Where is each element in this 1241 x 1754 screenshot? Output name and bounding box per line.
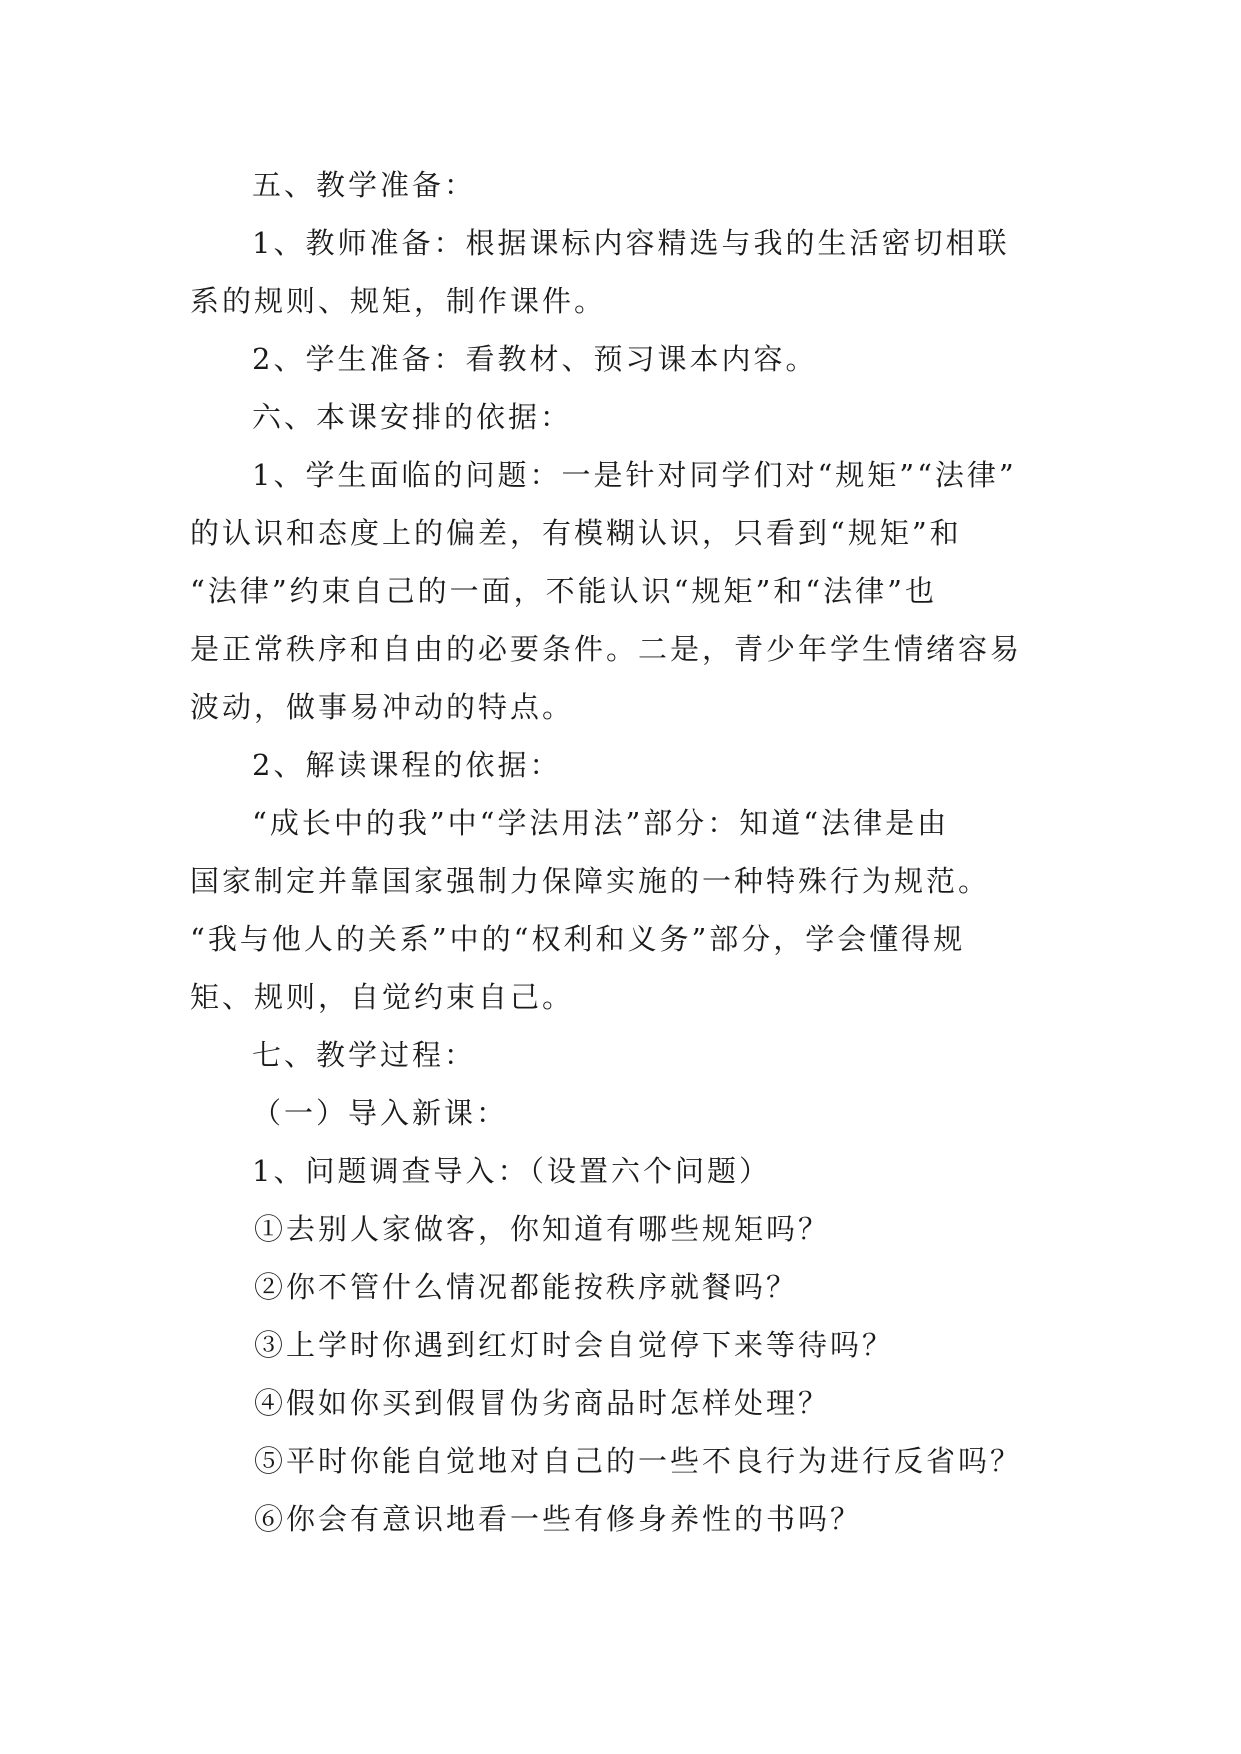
paragraph-line: 系的规则、规矩，制作课件。 bbox=[190, 284, 607, 318]
paragraph-line: 1、问题调查导入：（设置六个问题） bbox=[252, 1154, 771, 1188]
paragraph-line: “成长中的我”中“学法用法”部分：知道“法律是由 bbox=[252, 806, 950, 840]
question-item: ⑥你会有意识地看一些有修身养性的书吗？ bbox=[254, 1502, 863, 1536]
section-heading-teaching-preparation: 五、教学准备： bbox=[252, 168, 477, 202]
paragraph-line: 2、解读课程的依据： bbox=[252, 748, 562, 782]
paragraph-line: “我与他人的关系”中的“权利和义务”部分，学会懂得规 bbox=[190, 922, 966, 956]
question-item: ①去别人家做客，你知道有哪些规矩吗？ bbox=[254, 1212, 831, 1246]
paragraph-line: “法律”约束自己的一面，不能认识“规矩”和“法律”也 bbox=[190, 574, 937, 608]
paragraph-line: 1、学生面临的问题：一是针对同学们对“规矩”“法律” bbox=[252, 458, 1017, 492]
paragraph-line: 2、学生准备：看教材、预习课本内容。 bbox=[252, 342, 818, 376]
question-item: ②你不管什么情况都能按秩序就餐吗？ bbox=[254, 1270, 799, 1304]
paragraph-line: 的认识和态度上的偏差，有模糊认识，只看到“规矩”和 bbox=[190, 516, 962, 550]
paragraph-line: 波动，做事易冲动的特点。 bbox=[190, 690, 575, 724]
question-item: ⑤平时你能自觉地对自己的一些不良行为进行反省吗？ bbox=[254, 1444, 1023, 1478]
paragraph-line: 国家制定并靠国家强制力保障实施的一种特殊行为规范。 bbox=[190, 864, 991, 898]
question-item: ④假如你买到假冒伪劣商品时怎样处理？ bbox=[254, 1386, 831, 1420]
paragraph-line: 1、教师准备：根据课标内容精选与我的生活密切相联 bbox=[252, 226, 1010, 260]
section-heading-lesson-basis: 六、本课安排的依据： bbox=[252, 400, 573, 434]
paragraph-line: 是正常秩序和自由的必要条件。二是，青少年学生情绪容易 bbox=[190, 632, 1023, 666]
question-item: ③上学时你遇到红灯时会自觉停下来等待吗？ bbox=[254, 1328, 895, 1362]
section-heading-teaching-process: 七、教学过程： bbox=[252, 1038, 477, 1072]
subsection-heading: （一）导入新课： bbox=[252, 1096, 509, 1130]
paragraph-line: 矩、规则，自觉约束自己。 bbox=[190, 980, 575, 1014]
